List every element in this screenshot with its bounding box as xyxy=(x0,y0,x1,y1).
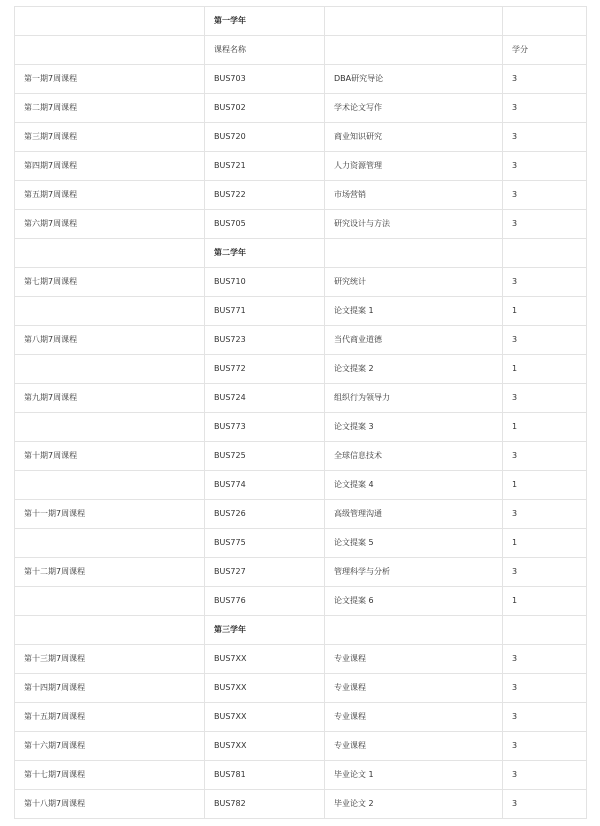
empty-cell xyxy=(325,7,503,36)
period-cell: 第十一期7周课程 xyxy=(15,500,205,529)
course-code-cell: BUS7XX xyxy=(205,674,325,703)
course-name-cell: 专业课程 xyxy=(325,674,503,703)
period-cell: 第五期7周课程 xyxy=(15,181,205,210)
course-code-cell: BUS726 xyxy=(205,500,325,529)
course-row xyxy=(15,268,587,297)
course-name-cell: 论文提案 5 xyxy=(325,529,503,558)
period-cell: 第九期7周课程 xyxy=(15,384,205,413)
empty-cell xyxy=(503,239,587,268)
course-name-cell: 学术论文写作 xyxy=(325,94,503,123)
course-row xyxy=(15,355,587,384)
course-row xyxy=(15,500,587,529)
course-code-cell: BUS771 xyxy=(205,297,325,326)
course-code-cell: BUS710 xyxy=(205,268,325,297)
credit-cell: 1 xyxy=(503,413,587,442)
course-code-cell: BUS724 xyxy=(205,384,325,413)
course-name-cell: 专业课程 xyxy=(325,732,503,761)
credit-cell: 1 xyxy=(503,587,587,616)
course-code-cell: BUS702 xyxy=(205,94,325,123)
credit-cell: 3 xyxy=(503,500,587,529)
course-row xyxy=(15,326,587,355)
credit-cell: 3 xyxy=(503,761,587,790)
period-cell xyxy=(15,297,205,326)
year2-label: 第二学年 xyxy=(205,239,325,268)
course-code-cell: BUS727 xyxy=(205,558,325,587)
course-row xyxy=(15,65,587,94)
course-name-cell: 管理科学与分析 xyxy=(325,558,503,587)
period-cell: 第十七期7周课程 xyxy=(15,761,205,790)
period-cell: 第三期7周课程 xyxy=(15,123,205,152)
course-code-cell: BUS705 xyxy=(205,210,325,239)
course-name-cell: 组织行为领导力 xyxy=(325,384,503,413)
year3-label: 第三学年 xyxy=(205,616,325,645)
course-row xyxy=(15,413,587,442)
course-name-cell: 论文提案 1 xyxy=(325,297,503,326)
course-code-cell: BUS7XX xyxy=(205,732,325,761)
course-row xyxy=(15,529,587,558)
period-cell: 第十五期7周课程 xyxy=(15,703,205,732)
period-cell: 第八期7周课程 xyxy=(15,326,205,355)
course-code-cell: BUS721 xyxy=(205,152,325,181)
credit-cell: 3 xyxy=(503,326,587,355)
course-row xyxy=(15,442,587,471)
empty-cell xyxy=(325,36,503,65)
course-code-cell: BUS7XX xyxy=(205,645,325,674)
credit-cell: 3 xyxy=(503,645,587,674)
course-name-cell: 专业课程 xyxy=(325,645,503,674)
course-row xyxy=(15,94,587,123)
course-row xyxy=(15,587,587,616)
period-cell xyxy=(15,471,205,500)
course-name-cell: 论文提案 2 xyxy=(325,355,503,384)
period-cell: 第十八期7周课程 xyxy=(15,790,205,819)
credit-cell: 3 xyxy=(503,732,587,761)
empty-cell xyxy=(325,239,503,268)
empty-cell xyxy=(15,616,205,645)
course-row xyxy=(15,384,587,413)
course-row xyxy=(15,761,587,790)
course-row xyxy=(15,674,587,703)
column-header-row xyxy=(15,36,587,65)
credit-cell: 3 xyxy=(503,790,587,819)
period-cell: 第十三期7周课程 xyxy=(15,645,205,674)
course-row xyxy=(15,732,587,761)
course-code-cell: BUS722 xyxy=(205,181,325,210)
credit-cell: 3 xyxy=(503,152,587,181)
course-name-cell: 论文提案 6 xyxy=(325,587,503,616)
course-name-cell: 全球信息技术 xyxy=(325,442,503,471)
credit-cell: 1 xyxy=(503,471,587,500)
empty-cell xyxy=(15,36,205,65)
course-name-cell: 高级管理沟通 xyxy=(325,500,503,529)
curriculum-table-container xyxy=(14,6,586,812)
course-name-cell: 研究统计 xyxy=(325,268,503,297)
period-cell: 第十二期7周课程 xyxy=(15,558,205,587)
course-code-cell: BUS725 xyxy=(205,442,325,471)
course-row xyxy=(15,790,587,819)
credit-cell: 3 xyxy=(503,558,587,587)
course-code-cell: BUS775 xyxy=(205,529,325,558)
course-row xyxy=(15,471,587,500)
period-cell: 第十四期7周课程 xyxy=(15,674,205,703)
course-row xyxy=(15,558,587,587)
course-row xyxy=(15,123,587,152)
course-name-cell: 论文提案 3 xyxy=(325,413,503,442)
course-row xyxy=(15,297,587,326)
credit-cell: 3 xyxy=(503,123,587,152)
year1-label: 第一学年 xyxy=(205,7,325,36)
course-name-header: 课程名称 xyxy=(205,36,325,65)
empty-cell xyxy=(503,7,587,36)
period-cell: 第一期7周课程 xyxy=(15,65,205,94)
credit-cell: 3 xyxy=(503,384,587,413)
credit-cell: 1 xyxy=(503,529,587,558)
period-cell xyxy=(15,587,205,616)
course-code-cell: BUS781 xyxy=(205,761,325,790)
year2-header-row xyxy=(15,239,587,268)
course-name-cell: 当代商业道德 xyxy=(325,326,503,355)
curriculum-table xyxy=(14,6,587,819)
course-code-cell: BUS720 xyxy=(205,123,325,152)
credit-cell: 3 xyxy=(503,210,587,239)
course-code-cell: BUS703 xyxy=(205,65,325,94)
period-cell: 第二期7周课程 xyxy=(15,94,205,123)
course-name-cell: 研究设计与方法 xyxy=(325,210,503,239)
credit-cell: 3 xyxy=(503,442,587,471)
course-name-cell: DBA研究导论 xyxy=(325,65,503,94)
course-name-cell: 专业课程 xyxy=(325,703,503,732)
empty-cell xyxy=(503,616,587,645)
course-code-cell: BUS774 xyxy=(205,471,325,500)
course-code-cell: BUS773 xyxy=(205,413,325,442)
period-cell: 第十六期7周课程 xyxy=(15,732,205,761)
course-row xyxy=(15,703,587,732)
course-code-cell: BUS776 xyxy=(205,587,325,616)
empty-cell xyxy=(15,239,205,268)
credit-cell: 3 xyxy=(503,703,587,732)
credit-cell: 3 xyxy=(503,65,587,94)
period-cell: 第七期7周课程 xyxy=(15,268,205,297)
course-row xyxy=(15,210,587,239)
empty-cell xyxy=(325,616,503,645)
course-name-cell: 毕业论文 1 xyxy=(325,761,503,790)
course-name-cell: 毕业论文 2 xyxy=(325,790,503,819)
period-cell xyxy=(15,355,205,384)
course-row xyxy=(15,645,587,674)
credit-cell: 1 xyxy=(503,297,587,326)
course-code-cell: BUS723 xyxy=(205,326,325,355)
period-cell: 第六期7周课程 xyxy=(15,210,205,239)
course-name-cell: 论文提案 4 xyxy=(325,471,503,500)
credit-cell: 3 xyxy=(503,268,587,297)
credit-cell: 3 xyxy=(503,674,587,703)
credit-cell: 1 xyxy=(503,355,587,384)
credit-header: 学分 xyxy=(503,36,587,65)
course-code-cell: BUS772 xyxy=(205,355,325,384)
period-cell: 第四期7周课程 xyxy=(15,152,205,181)
course-name-cell: 商业知识研究 xyxy=(325,123,503,152)
year3-header-row xyxy=(15,616,587,645)
course-row xyxy=(15,152,587,181)
period-cell xyxy=(15,529,205,558)
course-code-cell: BUS782 xyxy=(205,790,325,819)
empty-cell xyxy=(15,7,205,36)
course-code-cell: BUS7XX xyxy=(205,703,325,732)
credit-cell: 3 xyxy=(503,94,587,123)
curriculum-table-body xyxy=(15,7,587,819)
course-name-cell: 市场营销 xyxy=(325,181,503,210)
course-name-cell: 人力资源管理 xyxy=(325,152,503,181)
credit-cell: 3 xyxy=(503,181,587,210)
course-row xyxy=(15,181,587,210)
period-cell: 第十期7周课程 xyxy=(15,442,205,471)
year1-header-row xyxy=(15,7,587,36)
period-cell xyxy=(15,413,205,442)
